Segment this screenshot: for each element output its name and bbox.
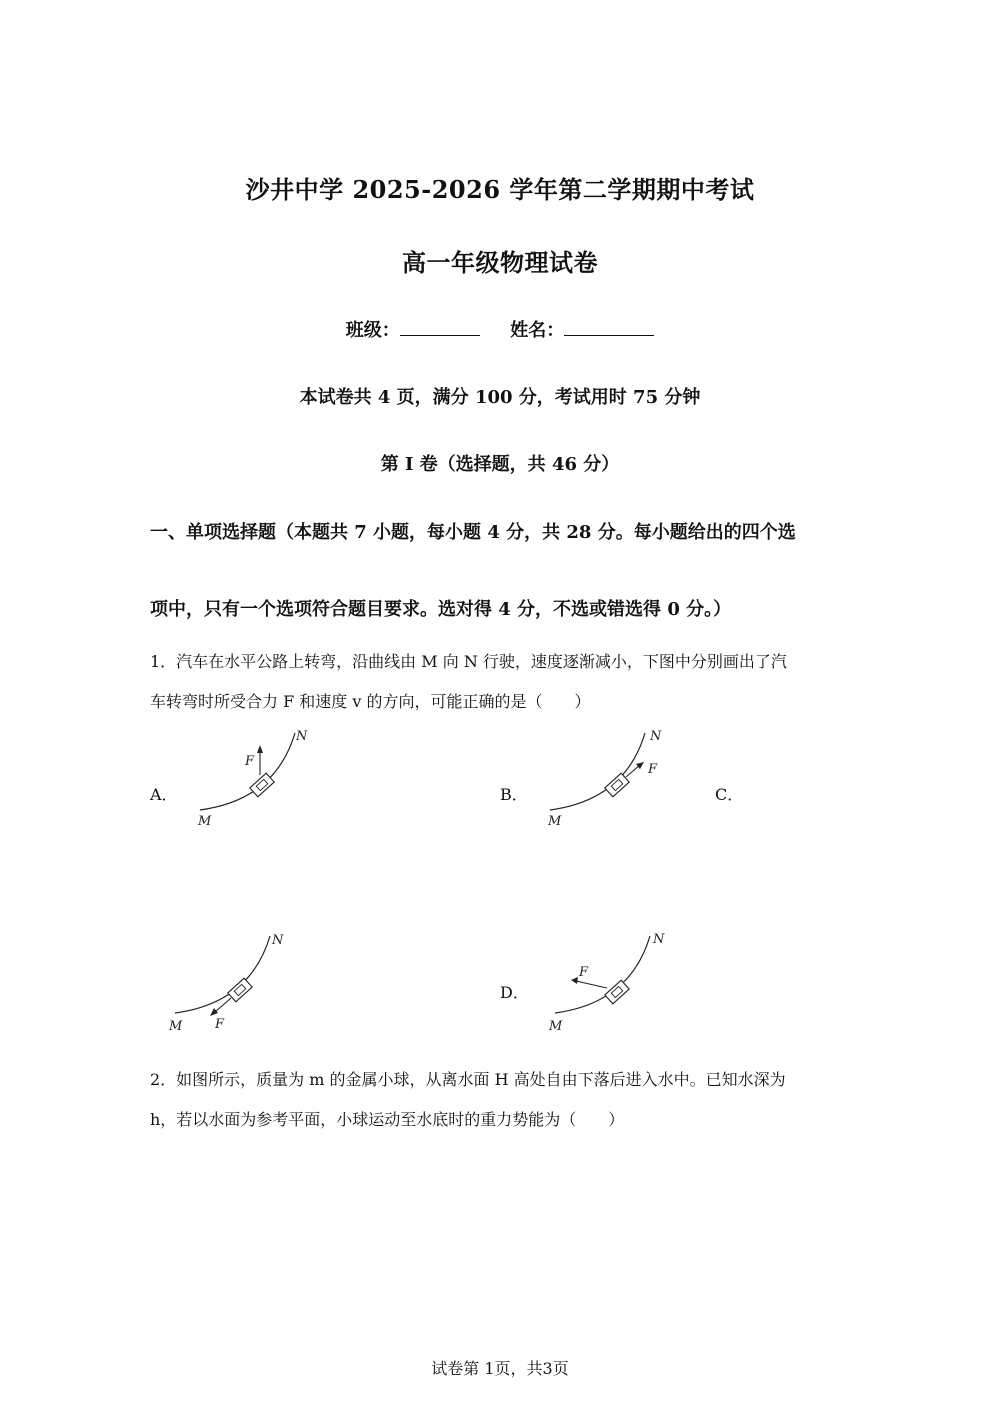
student-info-line	[0, 316, 1000, 342]
exam-title: 沙井中学 2025-2026 学年第二学期期中考试	[245, 175, 755, 204]
page-footer: 试卷第 1页，共3页	[431, 1359, 569, 1378]
diagram-b	[540, 725, 670, 830]
curve-path	[200, 733, 295, 810]
name-label: 姓名：	[510, 320, 565, 341]
force-label: F	[245, 754, 255, 769]
diagram-c	[165, 928, 295, 1038]
end-label: N	[272, 933, 284, 948]
car-icon	[605, 773, 629, 797]
end-label: N	[653, 932, 665, 947]
diagram-d	[545, 928, 675, 1038]
force-arrow	[576, 981, 607, 988]
force-arrow	[626, 765, 640, 777]
end-label: N	[650, 729, 662, 744]
name-blank[interactable]	[564, 319, 654, 336]
start-label: M	[548, 814, 562, 829]
question-1	[150, 642, 850, 722]
section-heading-line1: 一、单项选择题（本题共 7 小题，每小题 4 分，共 28 分。每小题给出的四个选	[150, 522, 796, 543]
class-blank[interactable]	[400, 319, 480, 336]
question-1-line1: 1．汽车在水平公路上转弯，沿曲线由 M 向 N 行驶，速度逐渐减小，下图中分别画出了汽	[150, 652, 787, 671]
start-label: M	[198, 814, 212, 829]
start-label: M	[549, 1019, 563, 1034]
force-label: F	[648, 762, 658, 777]
option-b-label: B．	[500, 785, 528, 804]
section-heading-line2: 项中，只有一个选项符合题目要求。选对得 4 分，不选或错选得 0 分。）	[150, 599, 732, 620]
part-heading: 第 I 卷（选择题，共 46 分）	[380, 454, 620, 475]
curve-path	[175, 936, 270, 1013]
curve-path	[550, 733, 645, 810]
question-2-line1: 2．如图所示，质量为 m 的金属小球，从离水面 H 高处自由下落后进入水中。已知水深为	[150, 1070, 786, 1089]
option-a-label: A．	[150, 785, 178, 804]
arrow-head	[210, 1008, 218, 1016]
arrow-head	[571, 977, 578, 984]
car-icon	[228, 978, 252, 1002]
option-d-label: D．	[500, 983, 529, 1002]
question-1-line2: 车转弯时所受合力 F 和速度 v 的方向，可能正确的是（ ）	[150, 692, 591, 711]
start-label: M	[169, 1019, 183, 1034]
question-2-line2: h，若以水面为参考平面，小球运动至水底时的重力势能为（ ）	[150, 1110, 625, 1129]
question-2	[150, 1060, 850, 1140]
class-label: 班级：	[345, 320, 400, 341]
force-label: F	[215, 1017, 225, 1032]
car-icon	[605, 980, 629, 1004]
diagram-a	[190, 725, 320, 830]
curve-path	[555, 936, 650, 1013]
end-label: N	[296, 729, 308, 744]
exam-info: 本试卷共 4 页，满分 100 分，考试用时 75 分钟	[299, 387, 701, 408]
force-label: F	[579, 965, 589, 980]
arrow-head	[257, 745, 263, 753]
option-c-label: C．	[715, 785, 744, 804]
exam-subtitle: 高一年级物理试卷	[402, 248, 598, 277]
